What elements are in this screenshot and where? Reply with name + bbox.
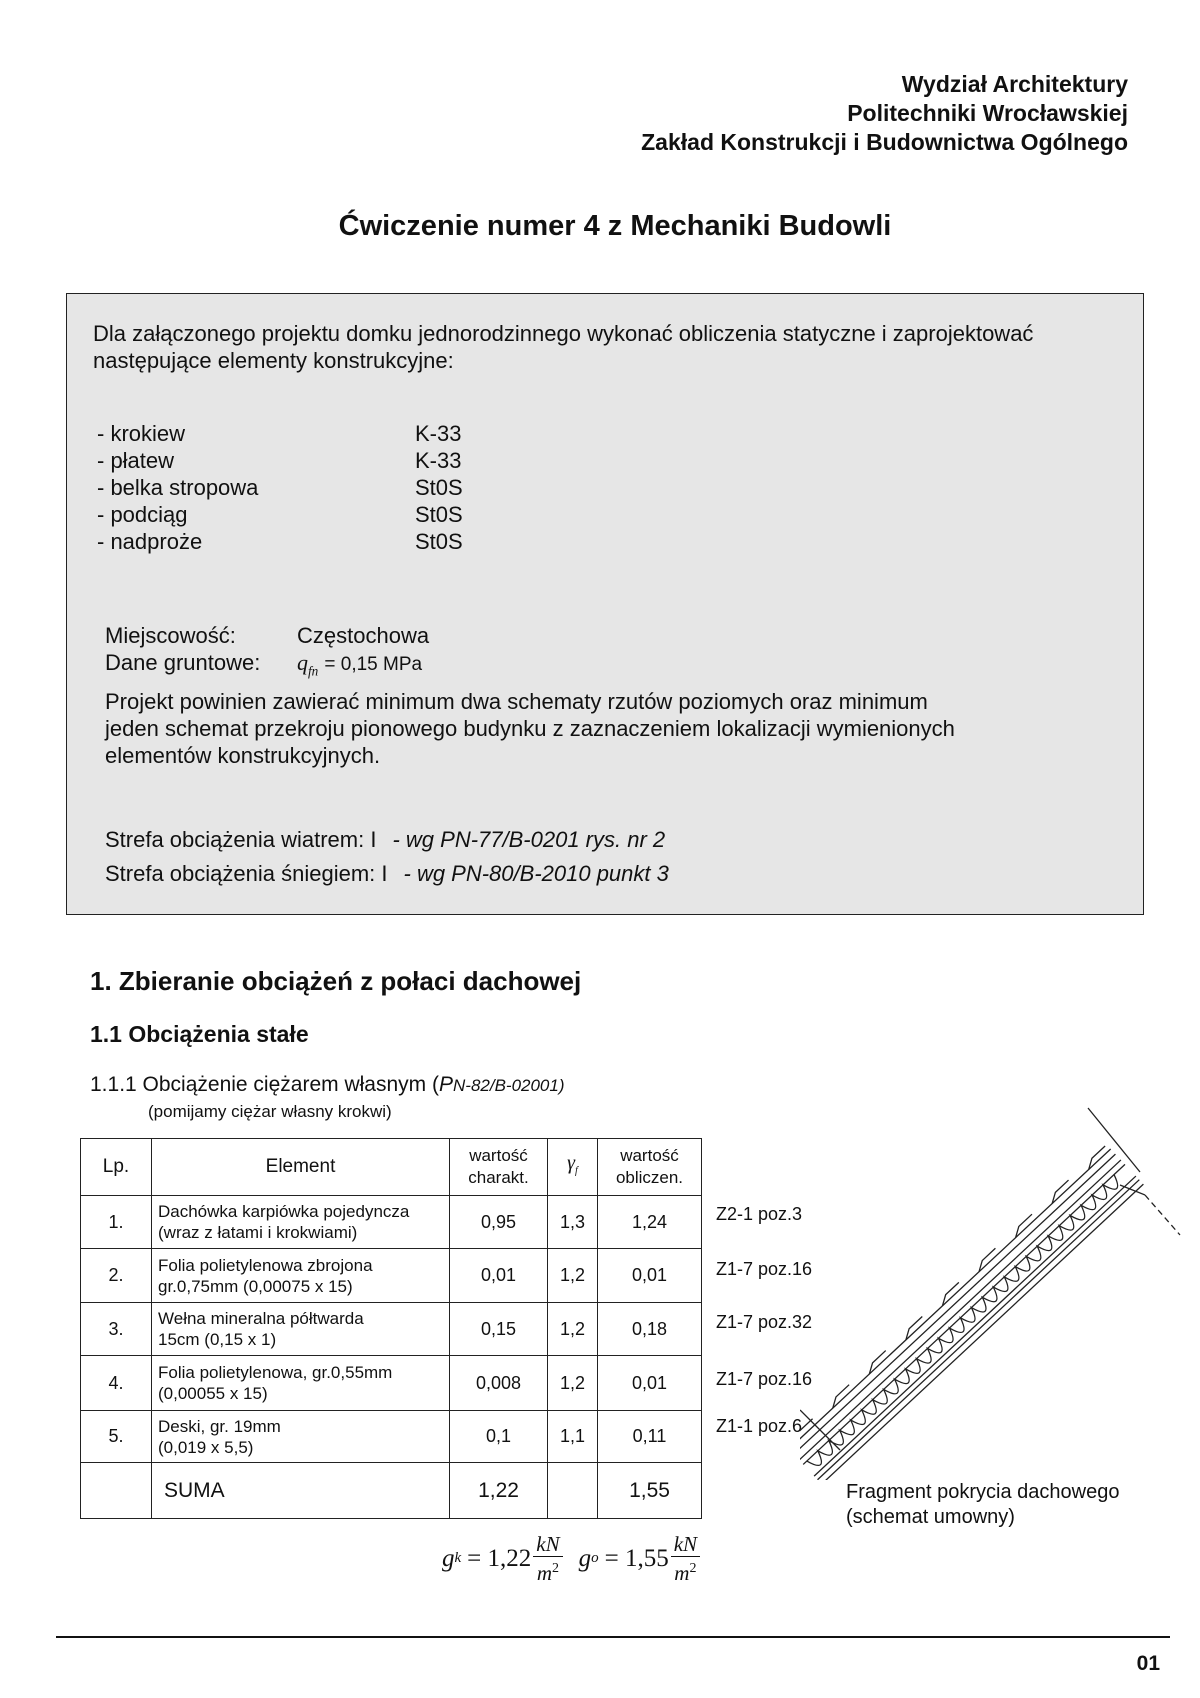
row-reference: Z1-7 poz.32 xyxy=(716,1312,813,1332)
gk-unit-numerator: kN xyxy=(533,1532,562,1557)
wind-zone-label: Strefa obciążenia wiatrem: I xyxy=(105,827,377,852)
list-item xyxy=(97,420,463,447)
col-calc-line-1: wartość xyxy=(620,1146,679,1165)
col-lp: Lp. xyxy=(81,1139,152,1196)
table-row xyxy=(81,1356,702,1411)
foil-layer xyxy=(803,1164,1125,1464)
dead-load-table xyxy=(80,1138,702,1519)
header-line-2: Politechniki Wrocławskiej xyxy=(847,100,1128,126)
page-title: Ćwiczenie numer 4 z Mechaniki Budowli xyxy=(338,210,892,242)
go-unit-exponent: 2 xyxy=(689,1561,697,1576)
location-value: Częstochowa xyxy=(297,623,430,648)
row-gamma-value: 1,1 xyxy=(548,1411,598,1463)
project-line-1: Projekt powinien zawierać minimum dwa schematy rzutów poziomych oraz minimum xyxy=(105,689,928,714)
site-info xyxy=(105,622,955,769)
page-number: 01 xyxy=(1136,1652,1160,1675)
go-symbol: g xyxy=(578,1544,592,1572)
section-heading-1-1-1-label: 1.1.1 Obciążenie ciężarem własnym ( xyxy=(90,1073,439,1096)
gk-unit-den-base: m xyxy=(536,1561,553,1585)
gk-subscript: k xyxy=(454,1550,462,1566)
table-header-row xyxy=(81,1139,702,1196)
mineral-wool-insulation xyxy=(807,1175,1122,1470)
col-char-line-2: charakt. xyxy=(468,1168,529,1187)
section-ref-p: P xyxy=(438,1073,453,1096)
snow-zone-ref: - wg PN-80/B-2010 punkt 3 xyxy=(403,861,669,886)
row-lp: 1. xyxy=(81,1196,152,1249)
row-reference: Z1-7 poz.16 xyxy=(716,1369,813,1389)
roof-section-diagram xyxy=(800,1100,1190,1480)
load-formula xyxy=(442,1532,710,1585)
project-line-2: jeden schemat przekroju pionowego budynku z zaznaczeniem lokalizacji wymienionych xyxy=(105,716,955,741)
section-heading-1: 1. Zbieranie obciążeń z połaci dachowej xyxy=(90,966,582,996)
section-heading-1-1-1 xyxy=(90,1073,565,1097)
dimension-line-bottom xyxy=(1145,1195,1180,1235)
go-unit-den-base: m xyxy=(674,1561,690,1585)
col-gamma xyxy=(548,1139,598,1196)
row-gamma-value: 1,3 xyxy=(548,1196,598,1249)
row-lp: 2. xyxy=(81,1249,152,1303)
row-element-line-1: Dachówka karpiówka pojedyncza xyxy=(158,1202,410,1221)
soil-value: = 0,15 MPa xyxy=(324,654,423,675)
figure-caption-line-2: (schemat umowny) xyxy=(846,1506,1015,1528)
row-reference: Z2-1 poz.3 xyxy=(716,1204,803,1224)
task-intro-line-2: następujące elementy konstrukcyjne: xyxy=(93,348,454,373)
gk-unit-exponent: 2 xyxy=(552,1561,560,1576)
element-name: - belka stropowa xyxy=(97,475,259,500)
header-line-1: Wydział Architektury xyxy=(901,71,1128,97)
row-element-line-1: Deski, gr. 19mm xyxy=(158,1416,281,1436)
row-element-line-2: (wraz z łatami i krokwiami) xyxy=(158,1223,358,1242)
section-note: (pomijamy ciężar własny krokwi) xyxy=(148,1102,392,1121)
sum-empty-cell xyxy=(81,1463,152,1519)
insulation-bottom xyxy=(814,1176,1136,1476)
gk-unit xyxy=(533,1532,562,1585)
row-lp: 5. xyxy=(81,1411,152,1463)
element-name: - podciąg xyxy=(97,502,188,527)
col-char-line-1: wartość xyxy=(469,1146,528,1165)
col-char xyxy=(450,1139,548,1196)
element-name: - krokiew xyxy=(97,421,186,446)
figure-caption xyxy=(846,1480,1119,1530)
go-value: = 1,55 xyxy=(604,1544,669,1572)
row-calc-value: 1,24 xyxy=(598,1196,702,1249)
table-row xyxy=(81,1249,702,1303)
row-lp: 4. xyxy=(81,1356,152,1411)
gk-unit-denominator xyxy=(537,1557,559,1585)
element-list xyxy=(97,420,463,555)
project-line-3: elementów konstrukcyjnych. xyxy=(105,743,381,768)
sum-label: SUMA xyxy=(152,1463,450,1519)
table-row xyxy=(81,1411,702,1463)
sum-char-value: 1,22 xyxy=(450,1463,548,1519)
element-name: - płatew xyxy=(97,448,175,473)
gk-value: = 1,22 xyxy=(467,1544,532,1572)
row-element xyxy=(152,1249,450,1303)
row-element xyxy=(152,1303,450,1356)
sum-calc-value: 1,55 xyxy=(598,1463,702,1519)
soil-symbol: q xyxy=(297,650,308,675)
header-institution xyxy=(641,70,1128,157)
wind-zone xyxy=(105,826,665,853)
gamma-symbol: γ xyxy=(567,1151,576,1174)
go-unit-denominator xyxy=(674,1557,696,1585)
section-heading-1-1: 1.1 Obciążenia stałe xyxy=(90,1021,309,1047)
row-reference: Z1-1 poz.6 xyxy=(716,1416,803,1436)
go-subscript: o xyxy=(591,1550,599,1566)
section-ref-rest: N-82/B-02001) xyxy=(453,1076,565,1095)
soil-label: Dane gruntowe: xyxy=(105,650,261,675)
task-intro-line-1: Dla załączonego projektu domku jednorodzinnego wykonać obliczenia statyczne i zaprojektować xyxy=(93,321,1034,346)
sum-gamma-cell xyxy=(548,1463,598,1519)
soil-row xyxy=(105,649,955,679)
boarding-layer xyxy=(822,1184,1144,1480)
row-element xyxy=(152,1411,450,1463)
row-element-line-1: Folia polietylenowa zbrojona xyxy=(158,1255,373,1275)
row-element-line-2: gr.0,75mm (0,00075 x 15) xyxy=(158,1276,353,1296)
foil-layer-lower xyxy=(818,1180,1140,1480)
roof-tile-layer xyxy=(800,1154,1115,1454)
row-char-value: 0,95 xyxy=(450,1196,548,1249)
list-item xyxy=(97,447,463,474)
location-label: Miejscowość: xyxy=(105,623,236,648)
element-material: St0S xyxy=(415,529,463,554)
row-element xyxy=(152,1196,450,1249)
col-calc xyxy=(598,1139,702,1196)
list-item xyxy=(97,474,463,501)
element-name: - nadproże xyxy=(97,529,203,554)
row-element-line-2: (0,019 x 5,5) xyxy=(158,1437,254,1457)
element-material: St0S xyxy=(415,502,463,527)
row-element-line-2: (0,00055 x 15) xyxy=(158,1384,268,1403)
snow-zone xyxy=(105,860,669,887)
row-element-line-1: Folia polietylenowa, gr.0,55mm xyxy=(158,1363,393,1382)
list-item xyxy=(97,501,463,528)
row-char-value: 0,15 xyxy=(450,1303,548,1356)
row-lp: 3. xyxy=(81,1303,152,1356)
row-element-line-1: Wełna mineralna półtwarda xyxy=(158,1309,364,1328)
snow-zone-label: Strefa obciążenia śniegiem: I xyxy=(105,861,388,886)
element-material: K-33 xyxy=(415,421,462,446)
gk-symbol: g xyxy=(442,1544,455,1572)
soil-subscript: fn xyxy=(308,663,319,679)
row-gamma-value: 1,2 xyxy=(548,1249,598,1303)
row-char-value: 0,008 xyxy=(450,1356,548,1411)
table-sum-row xyxy=(81,1463,702,1519)
row-element xyxy=(152,1356,450,1411)
wind-zone-ref: - wg PN-77/B-0201 rys. nr 2 xyxy=(392,827,666,852)
row-char-value: 0,01 xyxy=(450,1249,548,1303)
task-intro xyxy=(93,320,1033,374)
row-calc-value: 0,01 xyxy=(598,1249,702,1303)
row-calc-value: 0,01 xyxy=(598,1356,702,1411)
row-gamma-value: 1,2 xyxy=(548,1303,598,1356)
soil-value-group xyxy=(297,649,423,679)
row-char-value: 0,1 xyxy=(450,1411,548,1463)
col-element: Element xyxy=(152,1139,450,1196)
location-row xyxy=(105,622,955,649)
row-element-line-2: 15cm (0,15 x 1) xyxy=(158,1330,277,1349)
row-calc-value: 0,18 xyxy=(598,1303,702,1356)
row-reference: Z1-7 poz.16 xyxy=(716,1259,813,1279)
table-row xyxy=(81,1303,702,1356)
gamma-subscript: f xyxy=(575,1165,578,1177)
go-unit-numerator: kN xyxy=(671,1532,700,1557)
task-box xyxy=(66,293,1144,915)
table-row xyxy=(81,1196,702,1249)
row-gamma-value: 1,2 xyxy=(548,1356,598,1411)
footer-divider xyxy=(56,1636,1170,1638)
header-line-3: Zakład Konstrukcji i Budownictwa Ogólnego xyxy=(641,129,1128,155)
go-unit xyxy=(671,1532,700,1585)
row-calc-value: 0,11 xyxy=(598,1411,702,1463)
batten-layer xyxy=(800,1160,1121,1460)
element-material: K-33 xyxy=(415,448,462,473)
element-material: St0S xyxy=(415,475,463,500)
col-calc-line-2: obliczen. xyxy=(615,1168,684,1187)
figure-caption-line-1: Fragment pokrycia dachowego xyxy=(846,1481,1120,1503)
list-item xyxy=(97,528,463,555)
project-requirements xyxy=(105,688,955,769)
